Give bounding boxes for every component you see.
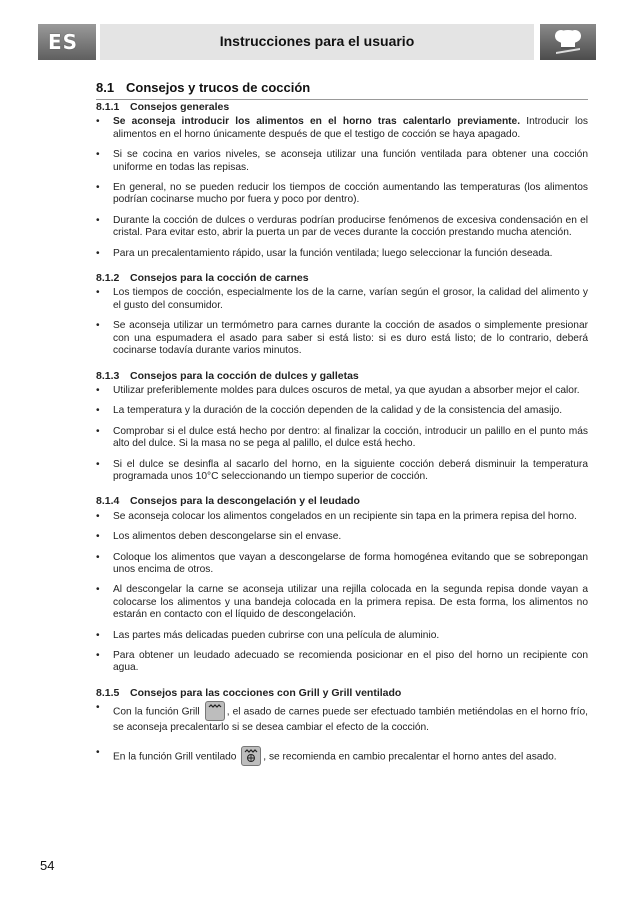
subsection-title: Consejos para la cocción de dulces y galletas [130, 369, 359, 382]
bullet-item [96, 426, 588, 451]
subsection-title: Consejos para la descongelación y el leudado [130, 495, 360, 508]
bullet-text: Para un precalentamiento rápido, usar la función ventilada; luego seleccionar la función deseada. [113, 247, 553, 259]
bullet-text: Los tiempos de cocción, especialmente los de la carne, varían según el grosor, la calidad del alimento y el gusto del consumidor. [113, 287, 588, 311]
bullet-item [96, 182, 588, 207]
bullet-item [96, 149, 588, 174]
subsection-title: Consejos para la cocción de carnes [130, 272, 309, 285]
bullet-item [96, 584, 588, 621]
page-header [0, 18, 638, 66]
bullet-item [96, 405, 588, 417]
subsection-number: 8.1.5 [96, 686, 120, 699]
bullet-text: Introducir los alimentos en el horno únicamente después de que el testigo de cocción se haya apagado. [113, 116, 589, 140]
bullet-text: Se aconseja utilizar un termómetro para carnes durante la cocción de asados o simplemente presionar con una espumadera el asado para saber si está listo: si es duro está listo; de lo contrario, deberá cocinarse todavía durante varios minutos. [113, 320, 588, 357]
section-title [96, 80, 588, 100]
bullet-item [96, 531, 588, 543]
bullet-item [96, 287, 588, 312]
bullet-text: Para obtener un leudado adecuado se recomienda posicionar en el piso del horno un recipiente con agua. [113, 650, 588, 674]
bullet-text: Si el dulce se desinfla al sacarlo del horno, en la siguiente cocción deberá disminuir la temperatura programada unos 10°C seleccionando un tiempo superior de cocción. [113, 458, 588, 482]
subsection-heading [96, 272, 588, 284]
subsection-heading [96, 687, 588, 699]
bullet-item [96, 248, 588, 260]
subsection-number: 8.1.2 [96, 272, 120, 285]
fan-grill-icon [241, 746, 261, 766]
bullet-text: Se aconseja colocar los alimentos congelados en un recipiente sin tapa en la primera repisa del horno. [113, 510, 577, 522]
subsection-title: Consejos generales [130, 101, 230, 113]
language-badge [38, 24, 96, 60]
bullet-text: Las partes más delicadas pueden cubrirse con una película de aluminio. [113, 629, 440, 641]
bullet-text: En general, no se pueden reducir los tiempos de cocción aumentando las temperaturas (los alimentos podrían cocinarse mucho por fuera y poco por dentro). [113, 182, 588, 206]
subsection-title: Consejos para las cocciones con Grill y Grill ventilado [130, 686, 402, 699]
bullet-text: En la función Grill ventilado [113, 751, 240, 763]
page-number: 54 [40, 858, 55, 873]
bullet-text: Utilizar preferiblemente moldes para dulces oscuros de metal, ya que ayudan a absorber mejor el calor. [113, 384, 580, 396]
bullet-item [96, 215, 588, 240]
subsection-heading [96, 495, 588, 507]
section-number: 8.1 [96, 80, 115, 95]
bullet-item [96, 630, 588, 642]
content-body [96, 101, 588, 775]
chef-hat-icon [540, 24, 596, 60]
language-badge-label: ES [48, 30, 79, 54]
bullet-item [96, 385, 588, 397]
bullet-item [96, 702, 588, 734]
bullet-text: , el asado de carnes puede ser efectuado también metiéndolas en el horno frío, se aconseja precalentarlo si se desea cambiar el efecto de la cocción. [113, 706, 588, 734]
header-title-bar [100, 24, 534, 60]
section-title-text: Consejos y trucos de cocción [126, 80, 311, 95]
grill-icon [205, 701, 225, 721]
bullet-text: Durante la cocción de dulces o verduras podrían producirse fenómenos de excesiva condensación en el cristal. Para evitar esto, abrir la puerta un par de veces durante la cocción prestando mucha atención. [113, 214, 588, 239]
bullet-text: Si se cocina en varios niveles, se aconseja utilizar una función ventilada para obtener una cocción uniforme en todas las repisas. [113, 149, 588, 173]
subsection-number: 8.1.1 [96, 101, 120, 113]
bullet-item [96, 650, 588, 675]
subsection-number: 8.1.3 [96, 369, 120, 382]
bullet-item [96, 116, 588, 141]
bullet-text: La temperatura y la duración de la cocción dependen de la calidad y de la consistencia del amasijo. [113, 405, 563, 417]
bullet-bold-text: Se aconseja introducir los alimentos en el horno tras calentarlo previamente. [113, 116, 521, 128]
subsection-heading [96, 370, 588, 382]
bullet-text: Comprobar si el dulce está hecho por dentro: al finalizar la cocción, introducir un palillo en el punto más alto del dulce. Si la masa no se pega al palillo, el dulce está hecho. [113, 425, 588, 450]
header-title: Instrucciones para el usuario [219, 33, 415, 49]
bullet-item [96, 511, 588, 523]
bullet-text: Los alimentos deben descongelarse sin el envase. [113, 531, 342, 543]
bullet-item [96, 320, 588, 357]
subsection-number: 8.1.4 [96, 495, 120, 508]
bullet-text: Al descongelar la carne se aconseja utilizar una rejilla colocada en la segunda repisa donde vayan a colocarse los alimentos y una bandeja colocada en la primera repisa. De esta forma, los alimentos no estarán en contacto con el líquido de descongelación. [113, 584, 588, 621]
bullet-text: , se recomienda en cambio precalentar el horno antes del asado. [263, 751, 557, 763]
subsection-heading [96, 101, 588, 113]
bullet-text: Con la función Grill [113, 706, 203, 718]
bullet-item [96, 747, 588, 767]
bullet-text: Coloque los alimentos que vayan a descongelarse de forma homogénea evitando que se sobrepongan unos encima de otros. [113, 551, 588, 575]
bullet-item [96, 459, 588, 484]
bullet-item [96, 552, 588, 577]
